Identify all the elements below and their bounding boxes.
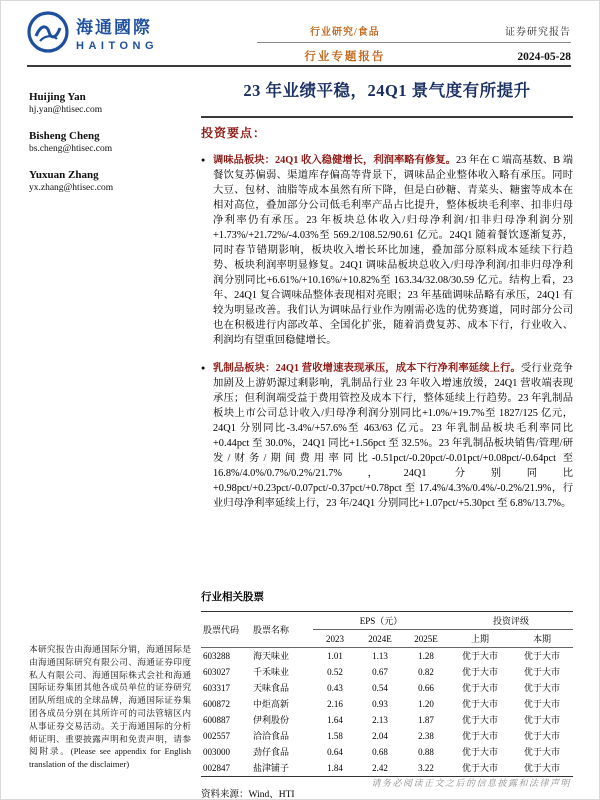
- table-row: [201, 696, 573, 712]
- table-cell: 0.88: [418, 746, 434, 757]
- table-cell: 1.84: [327, 762, 343, 773]
- table-cell: 优于大市: [523, 698, 560, 709]
- analyst: [29, 130, 189, 154]
- col-header-curr-rating: 本期: [511, 630, 573, 648]
- analyst-email: bs.cheng@htisec.com: [29, 144, 113, 154]
- table-cell: 0.52: [327, 666, 343, 677]
- report-date: 2024-05-28: [517, 51, 571, 63]
- table-cell: 优于大市: [461, 730, 498, 741]
- table-cell: 天味食品: [253, 682, 290, 693]
- bullet-lead: 乳制品板块：24Q1 营收增速表现承压，成本下行净利率延续上行。: [213, 363, 521, 374]
- table-cell: 0.82: [418, 666, 434, 677]
- table-cell: 1.58: [327, 730, 343, 741]
- table-cell: 优于大市: [461, 650, 498, 661]
- col-header-2025e: 2025E: [403, 630, 449, 648]
- table-title: 行业相关股票: [201, 592, 264, 603]
- table-cell: 0.68: [372, 746, 388, 757]
- analyst: [29, 169, 189, 193]
- table-cell: 1.87: [418, 714, 434, 725]
- report-category: 行业研究/食品: [310, 27, 380, 38]
- col-group-rating: 投资评级: [449, 612, 573, 630]
- table-cell: 劲仔食品: [253, 746, 290, 757]
- bullet-icon: [201, 361, 213, 511]
- table-cell: 优于大市: [461, 762, 498, 773]
- table-cell: 优于大市: [461, 746, 498, 757]
- table-row: [201, 760, 573, 777]
- table-cell: 0.93: [372, 698, 388, 709]
- table-cell: 优于大市: [523, 682, 560, 693]
- table-cell: 优于大市: [523, 666, 560, 677]
- table-cell: 603288: [203, 650, 230, 661]
- header-meta: [257, 23, 571, 64]
- table-cell: 0.43: [327, 682, 343, 693]
- table-cell: 优于大市: [461, 666, 498, 677]
- logo-name-en: HAITONG: [76, 39, 159, 52]
- table-cell: 中炬高新: [253, 698, 290, 709]
- bullet-icon: [201, 153, 213, 348]
- table-cell: 优于大市: [461, 698, 498, 709]
- header-rule: [27, 65, 571, 67]
- analyst-name: Yuxuan Zhang: [29, 169, 99, 181]
- table-cell: 优于大市: [523, 762, 560, 773]
- table-cell: 0.66: [418, 682, 434, 693]
- bullet-body: 23 年在 C 端高基数、B 端餐饮复苏偏弱、渠道库存偏高等背景下，调味品企业整体收入略有承压。同时大豆、包材、油脂等成本虽然有所下降，但是白砂糖、青菜头、糖蜜等成本在相对高位，叠加部分公司低毛利率产品占比提升，整体板块毛利率、扣非归母净利率仍有承压。23 年板块总体收入/归母净利润/扣非归母净利润分别+1.73%/+21.72%/-4.03%至 569.2/108.52/90.61 亿元。24Q1 随着餐饮逐渐复苏，同时春节错期影响，板块收入增长环比加速，叠加部分原料成本延续下行趋势、板块利润率明显修复。24Q1 调味品板块总收入/归母净利润/扣非归母净利润分别同比+6.61%/+10.16%/+10.82%至 163.34/32.08/30.59 亿元。结构上看，23 年、24Q1 复合调味品整体表现相对亮眼；23 年基础调味品略有承压，24Q1 有较为明显改善。我们认为调味品行业作为刚需必选的优势赛道，同时部分公司也在积极进行内部改革、全国化扩张，随着消费复苏、成本下行，行业收入、利润均有望重回稳健增长。: [213, 155, 573, 346]
- col-header-code: 股票代码: [201, 612, 251, 648]
- col-header-name: 股票名称: [251, 612, 313, 648]
- table-cell: 伊利股份: [253, 714, 290, 725]
- table-row: [201, 648, 573, 665]
- section-label-key-points: 投资要点：: [201, 116, 573, 141]
- table-cell: 优于大市: [523, 714, 560, 725]
- table-cell: 2.04: [372, 730, 388, 741]
- main-content: [201, 77, 573, 524]
- haitong-logo: [27, 11, 158, 53]
- table-cell: 1.13: [372, 650, 388, 661]
- table-cell: 0.67: [372, 666, 388, 677]
- table-row: [201, 712, 573, 728]
- table-cell: 千禾味业: [253, 666, 290, 677]
- table-cell: 603027: [203, 666, 230, 677]
- analyst-email: hj.yan@htisec.com: [29, 105, 103, 115]
- stock-table: [201, 611, 573, 777]
- table-cell: 1.20: [418, 698, 434, 709]
- header-meta-divider: [257, 42, 571, 43]
- table-header-row: [201, 612, 573, 630]
- table-row: [201, 744, 573, 760]
- table-cell: 003000: [203, 746, 230, 757]
- stock-table-body: [201, 648, 573, 777]
- bullet-text: [213, 361, 573, 511]
- table-cell: 0.54: [372, 682, 388, 693]
- table-cell: 优于大市: [461, 714, 498, 725]
- col-header-prev-rating: 上期: [449, 630, 511, 648]
- table-cell: 1.28: [418, 650, 434, 661]
- table-cell: 优于大市: [461, 682, 498, 693]
- table-cell: 1.64: [327, 714, 343, 725]
- list-item: [201, 361, 573, 511]
- table-cell: 优于大市: [523, 730, 560, 741]
- table-cell: 0.64: [327, 746, 343, 757]
- analyst-name: Huijing Yan: [29, 91, 86, 103]
- header-meta-row-2: [257, 48, 571, 64]
- table-source: 资料来源：Wind、HTI: [201, 790, 295, 800]
- analyst-email: yx.zhang@htisec.com: [29, 183, 114, 193]
- table-cell: 2.38: [418, 730, 434, 741]
- table-row: [201, 680, 573, 696]
- analyst-name: Bisheng Cheng: [29, 130, 100, 142]
- table-cell: 洽洽食品: [253, 730, 290, 741]
- table-cell: 002557: [203, 730, 230, 741]
- distribution-disclaimer: 本研究报告由海通国际分销，海通国际是由海通国际研究有限公司、海通证券印度私人有限公司、海通国际株式会社和海通国际证券集团其他各成员单位的证券研究团队所组成的全球品牌，海通国际证券集团各成员分别在其所许可的司法管辖区内从事证券交易活动。关于海通国际的分析师证明、重要披露声明和免责声明，请参阅附录。(Please see appendix for English translation of the disclaimer): [29, 644, 191, 770]
- bullet-body: 受行业竞争加剧及上游奶源过剩影响，乳制品行业 23 年收入增速放缓，24Q1 营收端表现承压；但利润端受益于费用管控及成本下行，整体延续上行趋势。23 年乳制品板块上市公司总计收入/归母净利润分别同比+1.0%/+19.7%至 1827/125 亿元，24Q1 分别同比-3.4%/+57.6%至 463/63 亿元。23 年乳制品板块毛利率同比+0.44pct 至 30.0%，24Q1 同比+1.56pct 至 32.5%。23 年乳制品板块销售/管理/研发/财务/期间费用率同比-0.51pct/-0.20pct/-0.01pct/+0.08pct/-0.64pct 至 16.8%/4.0%/0.7%/0.2%/21.7%，24Q1 分别同比+0.98pct/+0.23pct/-0.07pct/-0.37pct/+0.78pct 至 17.4%/4.3%/0.4%/-0.2%/21.9%，行业归母净利率延续上行，23 年/24Q1 分别同比+1.07pct/+5.30pct 至 6.8%/13.7%。: [213, 363, 574, 509]
- table-cell: 2.13: [372, 714, 388, 725]
- page-title: 23 年业绩平稳，24Q1 景气度有所提升: [243, 81, 531, 100]
- col-header-2023: 2023: [313, 630, 357, 648]
- analyst: [29, 91, 189, 115]
- bullet-lead: 调味品板块：24Q1 收入稳健增长，利润率略有修复。: [213, 155, 456, 166]
- report-type: 行业专题报告: [304, 51, 386, 63]
- table-cell: 盐津铺子: [253, 762, 290, 773]
- related-stocks-section: [201, 589, 573, 800]
- table-row: [201, 728, 573, 744]
- haitong-logo-icon: [27, 11, 69, 53]
- table-cell: 600887: [203, 714, 230, 725]
- table-cell: 3.22: [418, 762, 434, 773]
- analyst-list: [29, 91, 189, 208]
- table-cell: 2.16: [327, 698, 343, 709]
- col-group-eps: EPS（元）: [313, 612, 449, 630]
- table-cell: 海天味业: [253, 650, 290, 661]
- header-meta-row-1: [257, 23, 571, 38]
- table-cell: 优于大市: [523, 650, 560, 661]
- table-cell: 002847: [203, 762, 230, 773]
- logo-text: [76, 13, 158, 52]
- table-cell: 2.42: [372, 762, 388, 773]
- footer-legal-notice: 请务必阅读正文之后的信息披露和法律声明: [371, 778, 571, 788]
- table-cell: 600872: [203, 698, 230, 709]
- table-cell: 1.01: [327, 650, 343, 661]
- key-points-list: [201, 153, 573, 511]
- table-cell: 603317: [203, 682, 230, 693]
- logo-name-cn: 海通國際: [76, 17, 152, 37]
- report-label: 证券研究报告: [505, 27, 571, 38]
- table-cell: 优于大市: [523, 746, 560, 757]
- col-header-2024e: 2024E: [357, 630, 403, 648]
- table-row: [201, 664, 573, 680]
- list-item: [201, 153, 573, 348]
- bullet-text: [213, 153, 573, 348]
